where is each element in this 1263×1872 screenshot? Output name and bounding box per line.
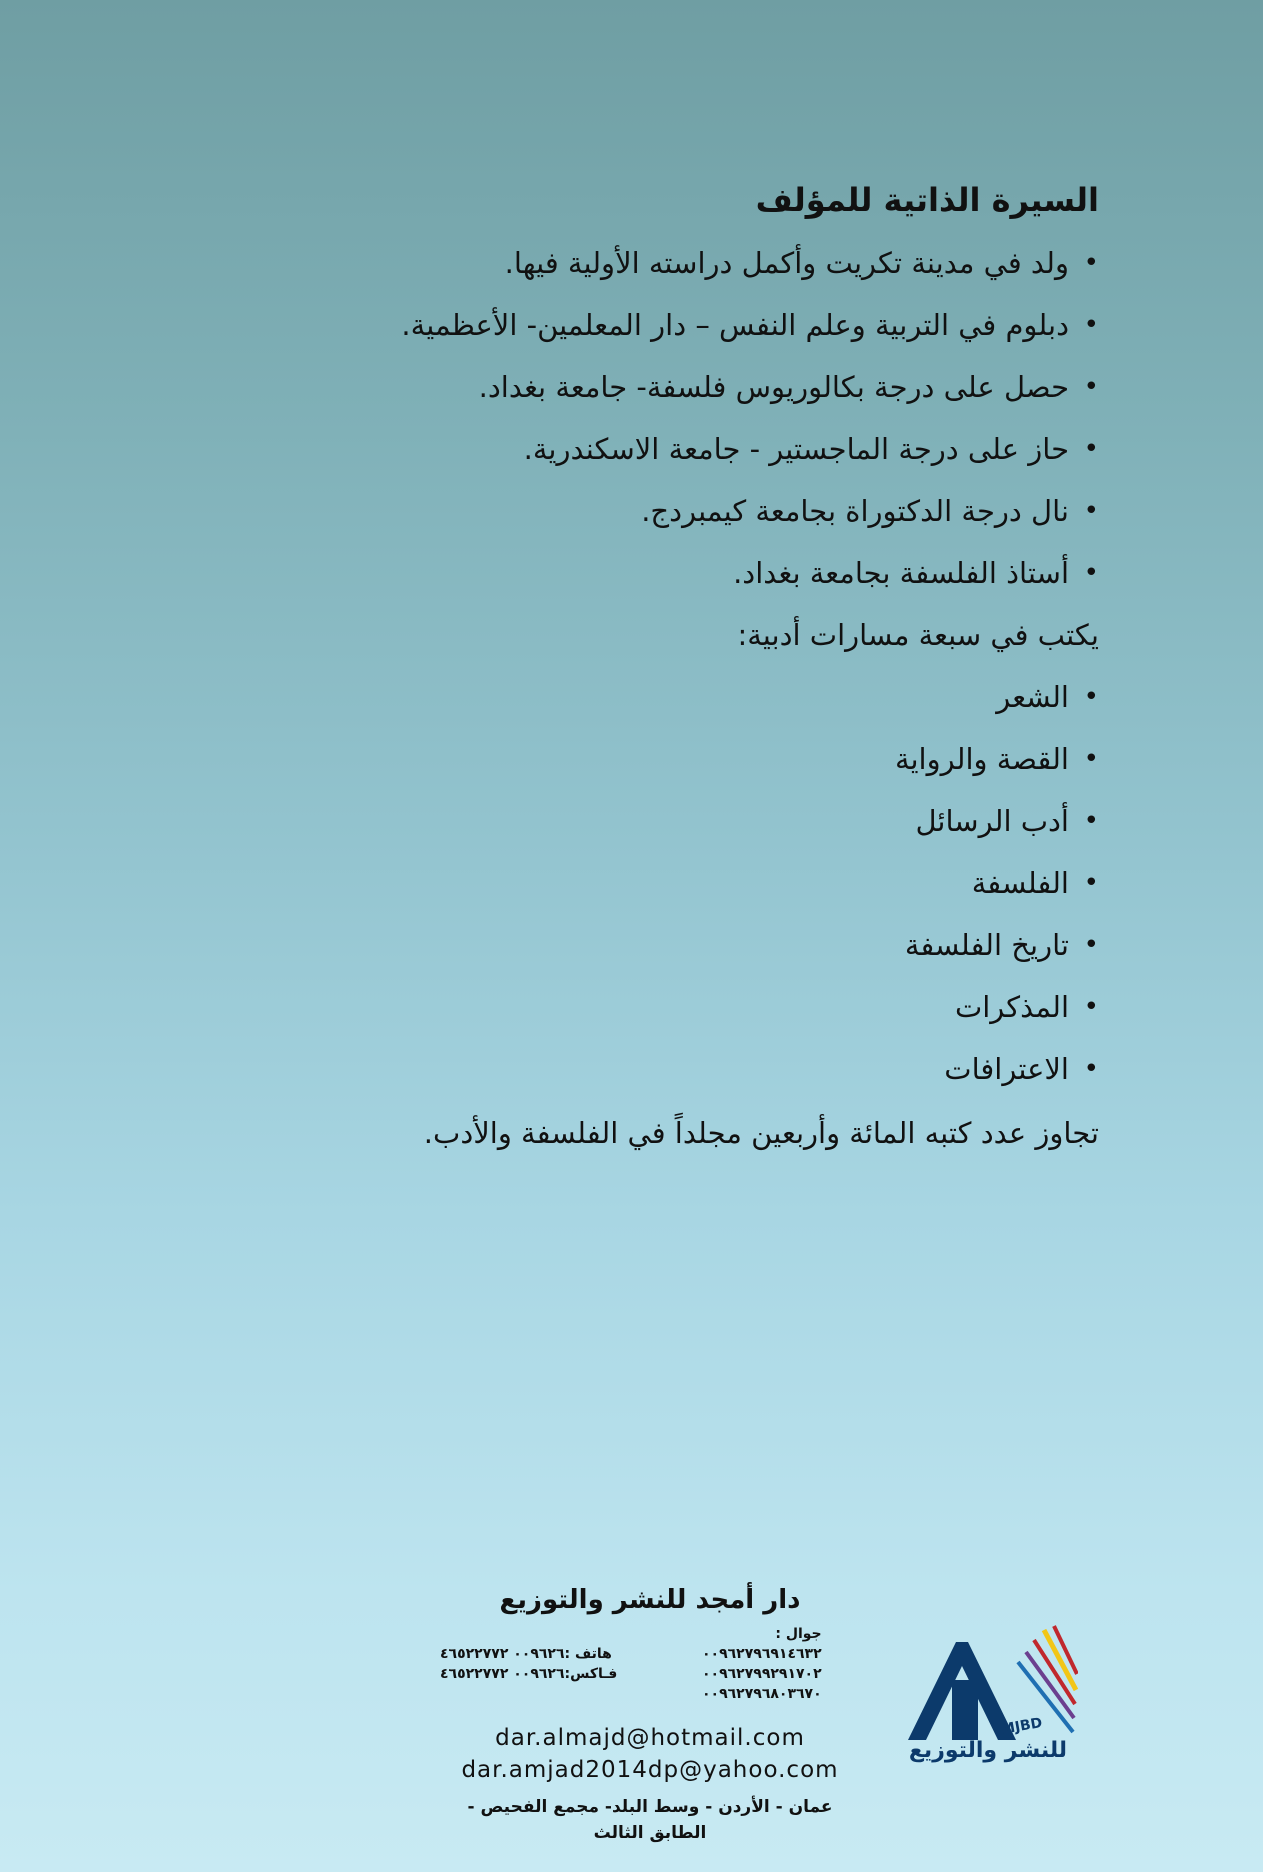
list-item: • أدب الرسائل xyxy=(299,800,1099,862)
list-item: • دبلوم في التربية وعلم النفس – دار المعلمين- الأعظمية. xyxy=(299,304,1099,366)
publisher-address: عمان - الأردن - وسط البلد- مجمع الفحيص - الطابق الثالث xyxy=(467,1797,833,1843)
list-item: • نال درجة الدكتوراة بجامعة كيمبردج. xyxy=(299,490,1099,552)
publisher-name: دار أمجد للنشر والتوزيع xyxy=(499,1585,801,1615)
bullet-icon: • xyxy=(1083,372,1099,402)
bullet-icon: • xyxy=(1083,1054,1099,1084)
bio-title: السيرة الذاتية للمؤلف xyxy=(755,181,1099,219)
email-address: dar.amjad2014dp@yahoo.com xyxy=(461,1757,839,1783)
list-item: • الفلسفة xyxy=(299,862,1099,924)
logo-color-stripes xyxy=(1018,1626,1077,1732)
fax-number: فـاكس:٠٠٩٦٢٦ ٤٦٥٢٢٧٧٢ xyxy=(440,1666,618,1682)
publisher-info xyxy=(440,1580,860,1846)
tracks-intro: يكتب في سبعة مسارات أدبية: xyxy=(737,618,1099,652)
bullet-icon: • xyxy=(1083,496,1099,526)
list-item: • ولد في مدينة تكريت وأكمل دراسته الأولية فيها. xyxy=(299,242,1099,304)
bullet-icon: • xyxy=(1083,744,1099,774)
list-item: • أستاذ الفلسفة بجامعة بغداد. xyxy=(299,552,1099,614)
bullet-icon: • xyxy=(1083,310,1099,340)
list-item: • الاعترافات xyxy=(299,1048,1099,1110)
closing-text: تجاوز عدد كتبه المائة وأربعين مجلداً في الفلسفة والأدب. xyxy=(423,1116,1099,1150)
bullet-icon: • xyxy=(1083,868,1099,898)
list-item: • حاز على درجة الماجستير - جامعة الاسكندرية. xyxy=(299,428,1099,490)
mobile-column xyxy=(702,1624,822,1704)
landline-column xyxy=(440,1624,617,1684)
author-bio xyxy=(299,178,1099,1154)
bullet-icon: • xyxy=(1083,558,1099,588)
tracks-list xyxy=(299,676,1099,1110)
phone-number: هاتف :٠٠٩٦٢٦ ٤٦٥٢٢٧٧٢ xyxy=(440,1646,612,1662)
list-item: • حصل على درجة بكالوريوس فلسفة- جامعة بغداد. xyxy=(299,366,1099,428)
logo-caption: للنشر والتوزيع xyxy=(908,1738,1068,1763)
bullet-icon: • xyxy=(1083,992,1099,1022)
bio-list xyxy=(299,242,1099,614)
mobile-label: جوال : xyxy=(775,1626,822,1642)
mobile-number: ٠٠٩٦٢٧٩٦٩١٤٦٣٢ xyxy=(702,1646,822,1662)
bullet-icon: • xyxy=(1083,434,1099,464)
logo-letters: MJBD xyxy=(999,1714,1044,1738)
list-item: • الشعر xyxy=(299,676,1099,738)
bullet-icon: • xyxy=(1083,248,1099,278)
contact-block xyxy=(440,1624,860,1722)
bullet-icon: • xyxy=(1083,930,1099,960)
mobile-number: ٠٠٩٦٢٧٩٦٨٠٣٦٧٠ xyxy=(702,1686,822,1702)
email-address: dar.almajd@hotmail.com xyxy=(495,1725,805,1751)
mobile-number: ٠٠٩٦٢٧٩٩٢٩١٧٠٢ xyxy=(702,1666,822,1682)
logo-book-spine xyxy=(952,1680,978,1740)
list-item: • المذكرات xyxy=(299,986,1099,1048)
bullet-icon: • xyxy=(1083,682,1099,712)
list-item: • تاريخ الفلسفة xyxy=(299,924,1099,986)
bullet-icon: • xyxy=(1083,806,1099,836)
list-item: • القصة والرواية xyxy=(299,738,1099,800)
